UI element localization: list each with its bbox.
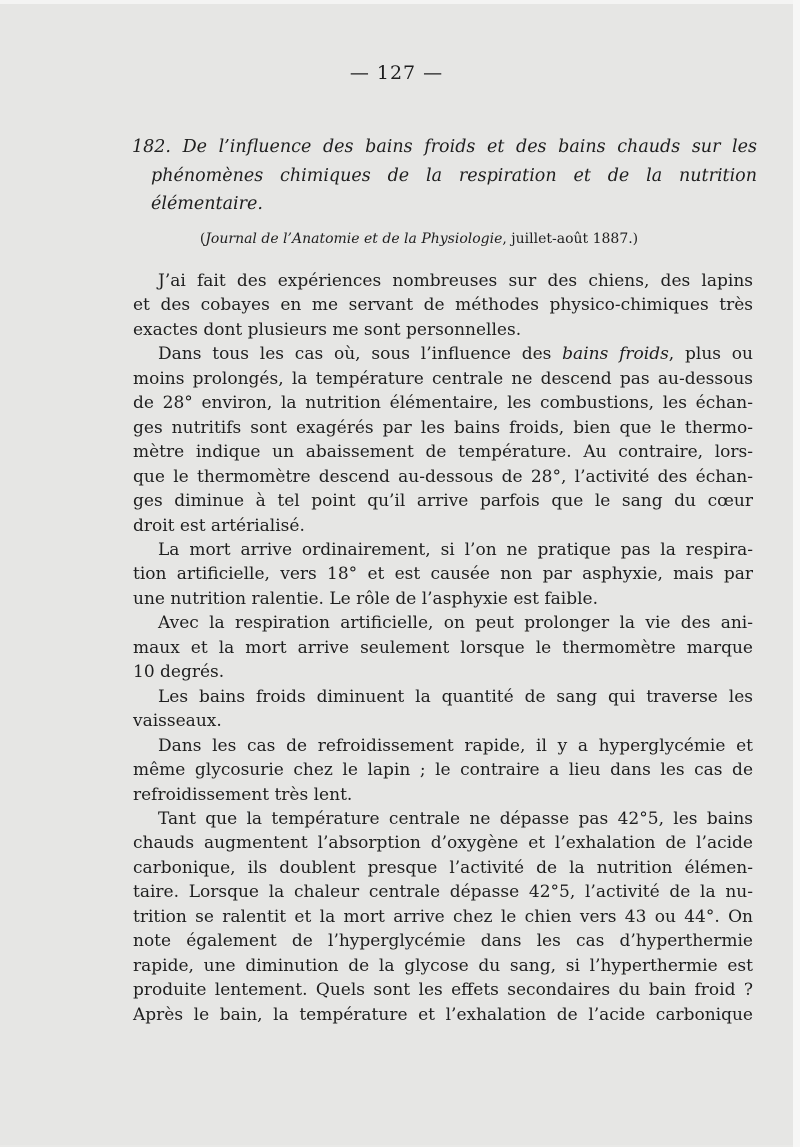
text-line: même glycosurie chez le lapin ; le contraire a lieu dans les cas de <box>133 760 753 781</box>
entry-title-line: phénomènes chimiques de la respiration et de la nutrition <box>151 165 757 186</box>
text-line: Tant que la température centrale ne dépasse pas 42°5, les bains <box>158 808 753 829</box>
text-line: ges nutritifs sont exagérés par les bains froids, bien que le thermo- <box>133 417 753 438</box>
text-run: Dans tous les cas où, sous l’influence des <box>158 344 563 365</box>
text-line: exactes dont plusieurs me sont personnelles. <box>133 319 522 340</box>
text-line: une nutrition ralentie. Le rôle de l’asphyxie est faible. <box>133 588 599 609</box>
text-line: vaisseaux. <box>133 711 222 732</box>
text-run: , plus ou <box>668 344 753 365</box>
text-line: rapide, une diminution de la glycose du sang, si l’hyperthermie est <box>133 955 753 976</box>
entry-title <box>132 133 757 219</box>
scan-right-edge <box>793 0 800 1147</box>
text-line: 10 degrés. <box>133 662 225 683</box>
text-line: que le thermomètre descend au-dessous de 28°, l’activité des échan- <box>133 466 753 487</box>
text-line: de 28° environ, la nutrition élémentaire, les combustions, les échan- <box>133 393 753 414</box>
text-line: La mort arrive ordinairement, si l’on ne pratique pas la respira- <box>158 539 753 560</box>
text-line: Avec la respiration artificielle, on peut prolonger la vie des ani- <box>158 613 753 634</box>
text-line: ges diminue à tel point qu’il arrive parfois que le sang du cœur <box>133 491 753 512</box>
text-line: produite lentement. Quels sont les effets secondaires du bain froid ? <box>133 980 753 1001</box>
citation-date: , juillet-août 1887.) <box>502 231 639 247</box>
page-number: — 127 — <box>349 62 444 84</box>
emphasis-bains-froids: bains froids <box>562 344 669 365</box>
text-line: trition se ralentit et la mort arrive chez le chien vers 43 ou 44°. On <box>133 906 753 927</box>
text-line: taire. Lorsque la chaleur centrale dépasse 42°5, l’activité de la nu- <box>133 882 753 903</box>
text-line <box>133 342 753 366</box>
text-line: Après le bain, la température et l’exhalation de l’acide carbonique <box>133 1004 753 1025</box>
text-line: maux et la mort arrive seulement lorsque le thermomètre marque <box>133 637 753 658</box>
text-line: et des cobayes en me servant de méthodes physico-chimiques très <box>133 295 753 316</box>
text-line: note également de l’hyperglycémie dans les cas d’hyperthermie <box>133 931 753 952</box>
text-line: chauds augmentent l’absorption d’oxygène et l’exhalation de l’acide <box>133 833 753 854</box>
text-line: droit est artérialisé. <box>133 515 305 536</box>
body-text <box>133 269 753 1027</box>
text-line: Les bains froids diminuent la quantité de sang qui traverse les <box>158 686 753 707</box>
text-line: refroidissement très lent. <box>133 784 353 805</box>
entry-title-line: 182. De l’influence des bains froids et des bains chauds sur les <box>132 137 757 157</box>
text-line: moins prolongés, la température centrale ne descend pas au-dessous <box>133 368 753 389</box>
entry-title-line: élémentaire. <box>151 194 263 214</box>
book-page <box>0 4 793 1145</box>
text-line: carbonique, ils doublent presque l’activité de la nutrition élémen- <box>133 857 753 878</box>
text-line: Dans les cas de refroidissement rapide, il y a hyperglycémie et <box>158 735 753 756</box>
citation-open: ( <box>199 231 206 247</box>
text-line: tion artificielle, vers 18° et est causée non par asphyxie, mais par <box>133 564 753 585</box>
citation <box>0 231 793 247</box>
text-line: J’ai fait des expériences nombreuses sur des chiens, des lapins <box>158 271 753 291</box>
text-line: mètre indique un abaissement de température. Au contraire, lors- <box>133 442 753 463</box>
citation-journal: Journal de l’Anatomie et de la Physiologie <box>205 231 503 247</box>
